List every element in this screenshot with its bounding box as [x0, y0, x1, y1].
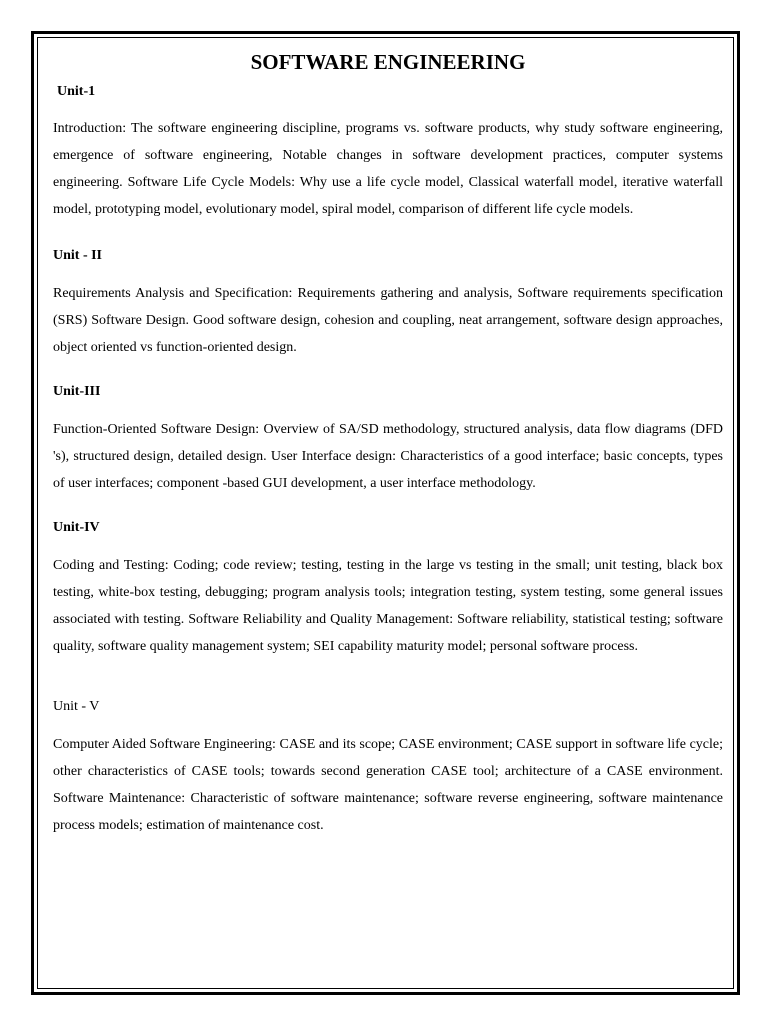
unit-4-text: Coding and Testing: Coding; code review; testing, testing in the large vs testing in the small; unit testing, black box testing, white-box testing, debugging; program analysis tools; integration testing, system testing, some general issues associated with testing. Software Reliability and Quality Management: Software reliability, statistical testing; software quality, software quality management system; SEI capability maturity model; personal software process. [53, 558, 723, 654]
unit-1-heading: Unit-1 [57, 84, 96, 99]
page-border [31, 31, 740, 995]
unit-1-text: Introduction: The software engineering discipline, programs vs. software products, why study software engineering, emergence of software engineering, Notable changes in software development practices, computer systems engineering. Software Life Cycle Models: Why use a life cycle model, Classical waterfall model, iterative waterfall model, prototyping model, evolutionary model, spiral model, comparison of different life cycle models. [53, 121, 723, 217]
unit-4-heading: Unit-IV [53, 520, 100, 535]
document-title: SOFTWARE ENGINEERING [250, 50, 526, 74]
unit-2-heading: Unit - II [53, 248, 103, 263]
unit-3-text: Function-Oriented Software Design: Overview of SA/SD methodology, structured analysis, data flow diagrams (DFD 's), structured design, detailed design. User Interface design: Characteristics of a good interface; basic concepts, types of user interfaces; component -based GUI development, a user interface methodology. [53, 422, 723, 491]
unit-5-heading: Unit - V [53, 699, 100, 714]
unit-2-text: Requirements Analysis and Specification: Requirements gathering and analysis, Software requirements specification (SRS) Software Design. Good software design, cohesion and coupling, neat arrangement, software design approaches, object oriented vs function-oriented design. [53, 286, 723, 355]
document-content [53, 45, 723, 839]
unit-3-heading: Unit-III [53, 384, 101, 399]
unit-5-text: Computer Aided Software Engineering: CASE and its scope; CASE environment; CASE support in software life cycle; other characteristics of CASE tools; towards second generation CASE tool; architecture of a CASE environment. Software Maintenance: Characteristic of software maintenance; software reverse engineering, software maintenance process models; estimation of maintenance cost. [53, 737, 723, 833]
